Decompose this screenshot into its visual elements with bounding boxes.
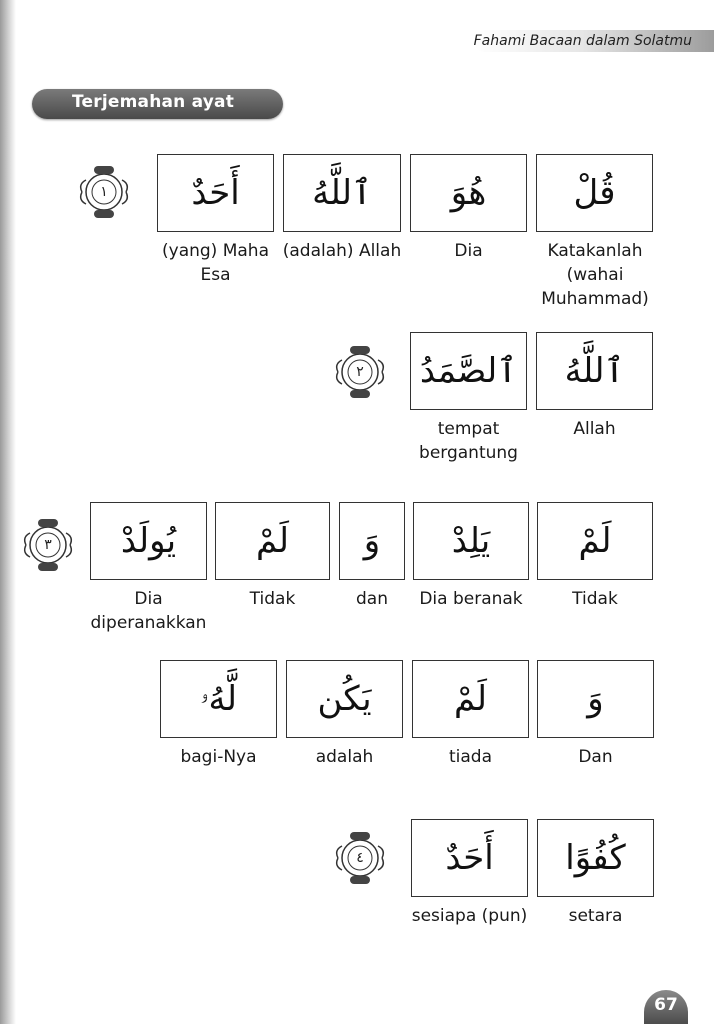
word-meaning: Dia	[454, 241, 483, 261]
arabic-word: يَكُن	[317, 679, 372, 719]
word-meaning: Dia diperanakkan	[90, 589, 207, 633]
arabic-word: أَحَدٌ	[191, 173, 240, 213]
word-box	[215, 502, 330, 580]
word-meaning: (yang) Maha Esa	[162, 241, 269, 285]
word-meaning: Tidak	[249, 589, 296, 609]
arabic-word: وَ	[363, 521, 381, 561]
verse-number: ٤	[356, 850, 364, 866]
arabic-word: قُلْ	[573, 173, 616, 213]
word-meaning: setara	[568, 906, 623, 926]
word-box	[283, 154, 401, 232]
arabic-word: ٱللَّهُ	[312, 173, 372, 213]
verse-number: ١	[100, 184, 108, 200]
word-meaning: sesiapa (pun)	[411, 906, 528, 926]
arabic-word: يَلِدْ	[451, 521, 491, 561]
arabic-word: أَحَدٌ	[445, 838, 494, 878]
word-box	[339, 502, 405, 580]
word-box	[286, 660, 403, 738]
book-spine-shadow	[0, 0, 16, 1024]
word-meaning: adalah	[315, 747, 374, 767]
word-meaning: Allah	[573, 419, 616, 439]
word-meaning: (adalah) Allah	[282, 241, 402, 261]
word-box	[410, 154, 527, 232]
word-meaning: tiada	[448, 747, 492, 767]
word-box	[537, 502, 653, 580]
word-meaning: tempat bergantung	[419, 419, 518, 463]
header-title: Fahami Bacaan dalam Solatmu	[473, 33, 692, 49]
word-box	[536, 332, 653, 410]
verse-marker-3	[20, 517, 76, 573]
word-box	[90, 502, 207, 580]
verse-marker-1	[76, 164, 132, 220]
word-box	[536, 154, 653, 232]
arabic-word: وَ	[587, 679, 604, 719]
word-meaning: Dia beranak	[419, 589, 523, 609]
arabic-word: لَّهُۥ	[199, 679, 238, 719]
word-box	[160, 660, 277, 738]
arabic-word: هُوَ	[450, 173, 487, 213]
word-box	[410, 332, 527, 410]
verse-marker-2	[332, 344, 388, 400]
arabic-word: ٱللَّهُ	[564, 351, 625, 391]
word-box	[411, 819, 528, 897]
page-number: 67	[654, 995, 678, 1015]
word-meaning: Katakanlah (wahai Muhammad)	[541, 241, 649, 309]
verse-number: ٢	[356, 364, 364, 380]
arabic-word: ٱلصَّمَدُ	[419, 351, 518, 391]
word-box	[413, 502, 529, 580]
arabic-word: لَمْ	[256, 521, 289, 561]
verse-marker-4	[332, 830, 388, 886]
word-box	[157, 154, 274, 232]
word-box	[412, 660, 529, 738]
arabic-word: كُفُوًا	[565, 838, 626, 878]
word-box	[537, 660, 654, 738]
word-meaning: bagi-Nya	[180, 747, 257, 767]
word-meaning: dan	[356, 589, 388, 609]
arabic-word: لَمْ	[578, 521, 612, 561]
arabic-word: لَمْ	[454, 679, 487, 719]
arabic-word: يُولَدْ	[120, 521, 177, 561]
section-label: Terjemahan ayat	[72, 92, 235, 112]
word-meaning: Dan	[578, 747, 613, 767]
verse-number: ٣	[44, 537, 52, 553]
word-box	[537, 819, 654, 897]
word-meaning: Tidak	[572, 589, 618, 609]
